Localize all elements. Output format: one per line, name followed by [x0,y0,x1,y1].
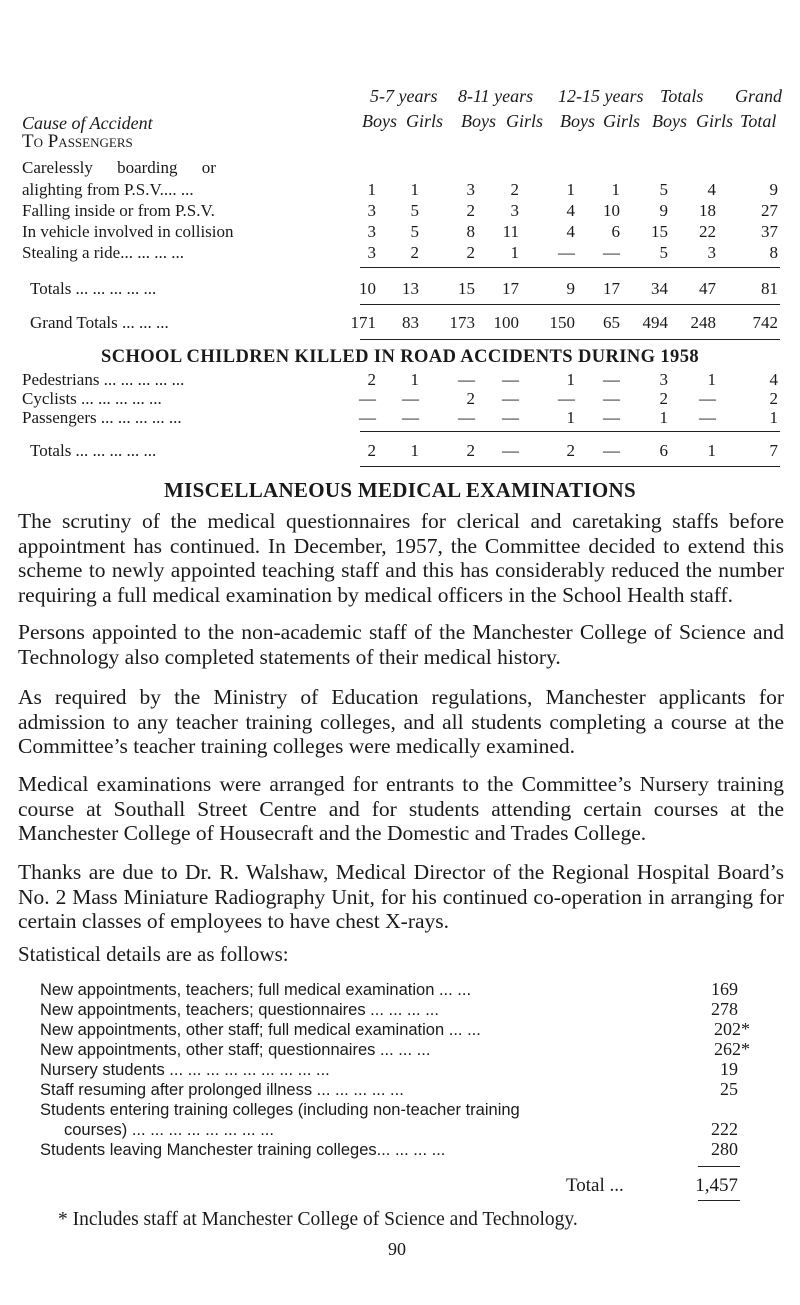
table1-cell-r2-c5: 6 [611,222,620,241]
table1-cell-r4-c4: 9 [566,279,575,298]
header-age-8-11: 8-11 years [458,86,534,106]
table2-cell-r0-c4: 1 [566,370,575,389]
table2-cell-r0-c3: — [502,370,519,389]
table1-cell-r0-c1: 1 [410,180,419,199]
table1-cell-r4-c1: 13 [402,279,419,298]
table2-cell-r1-c7: — [699,389,716,408]
header-cause: Cause of Accident [22,113,153,133]
table2-cell-r2-c0: — [359,408,376,427]
table2-cell-r1-c2: 2 [466,389,475,408]
row-label-passengers: Passengers ... ... ... ... ... [22,408,182,427]
table2-cell-r0-c1: 1 [410,370,419,389]
table2-rule-2 [360,466,780,467]
table2-totals-label: Totals ... ... ... ... ... [30,441,157,460]
table1-cell-r2-c8: 37 [761,222,778,241]
stat-value-nursery: 19 [720,1059,738,1079]
row-label-pedestrians: Pedestrians ... ... ... ... ... [22,370,185,389]
table1-cell-r1-c1: 5 [410,201,419,220]
table2-cell-r3-c6: 6 [659,441,668,460]
table2-cell-r2-c2: — [458,408,475,427]
table1-rule-1 [360,267,780,268]
table1-rule-2 [360,304,780,305]
table2-cell-r0-c5: — [603,370,620,389]
table1-cell-r1-c2: 2 [466,201,475,220]
table2-cell-r1-c6: 2 [659,389,668,408]
table2-cell-r3-c4: 2 [566,441,575,460]
header-total: Total [740,111,777,131]
table2-cell-r3-c0: 2 [367,441,376,460]
table1-cell-r0-c8: 9 [769,180,778,199]
paragraph-1: The scrutiny of the medical questionnaires for clerical and caretaking staffs before appointment has continued. In December, 1957, the Committee decided to extend this scheme to newly appointed teaching staff and this has considerably reduced the number requiring a full medical examination by medical officers in the School Health staff. [18,509,784,607]
stat-label-entering-1: Students entering training colleges (including non-teacher training [40,1101,520,1119]
table1-cell-r4-c5: 17 [603,279,620,298]
table1-cell-r4-c0: 10 [359,279,376,298]
stat-label-nursery: Nursery students ... ... ... ... ... ... ... ... ... [40,1061,330,1079]
row-label-collision: In vehicle involved in collision [22,222,234,241]
table1-cell-r4-c2: 15 [458,279,475,298]
table1-cell-r2-c0: 3 [367,222,376,241]
table1-cell-r3-c2: 2 [466,243,475,262]
row-label-boarding-2: alighting from P.S.V.... ... [22,180,194,199]
table2-cell-r3-c5: — [603,441,620,460]
table1-cell-r5-c4: 150 [549,313,575,332]
paragraph-2: Persons appointed to the non-academic staff of the Manchester College of Science and Technology also completed statements of their medical history. [18,620,784,669]
table2-cell-r2-c4: 1 [566,408,575,427]
table1-cell-r5-c2: 173 [449,313,475,332]
table2-cell-r3-c8: 7 [769,441,778,460]
table1-cell-r5-c6: 494 [642,313,668,332]
table1-cell-r3-c0: 3 [367,243,376,262]
table1-cell-r4-c3: 17 [502,279,519,298]
stat-label-other-q: New appointments, other staff; questionnaires ... ... ... [40,1041,431,1059]
table2-cell-r2-c5: — [603,408,620,427]
table2-cell-r2-c3: — [502,408,519,427]
table1-cell-r5-c1: 83 [402,313,419,332]
header-age-5-7: 5-7 years [370,86,438,106]
table1-cell-r2-c1: 5 [410,222,419,241]
row-label-cyclists: Cyclists ... ... ... ... ... [22,389,162,408]
stat-value-resuming: 25 [720,1079,738,1099]
header-girls-1: Girls [406,111,444,131]
header-boys-4: Boys [652,111,687,131]
footnote: * Includes staff at Manchester College of Science and Technology. [58,1209,578,1230]
stat-value-other-q: 262* [714,1039,750,1059]
table2-cell-r1-c4: — [558,389,575,408]
table1-cell-r5-c0: 171 [350,313,376,332]
table2-cell-r0-c2: — [458,370,475,389]
header-grand: Grand [735,86,783,106]
table1-cell-r4-c8: 81 [761,279,778,298]
stats-rule-2 [698,1200,740,1201]
table2-cell-r2-c6: 1 [659,408,668,427]
table1-cell-r5-c8: 742 [752,313,778,332]
stat-value-other-full: 202* [714,1019,750,1039]
header-totals: Totals [660,86,704,106]
header-girls-3: Girls [603,111,641,131]
table1-cell-r2-c2: 8 [466,222,475,241]
paragraph-3: As required by the Ministry of Education regulations, Manchester applicants for admission to any teacher training colleges, and all students completing a course at the Committee’s teacher training colleges were medically examined. [18,685,784,759]
grand-totals-label: Grand Totals ... ... ... [30,313,169,332]
stat-label-teachers-full: New appointments, teachers; full medical examination ... ... [40,981,472,999]
page-number: 90 [388,1239,406,1259]
stat-label-entering-2: courses) ... ... ... ... ... ... ... ... [64,1121,274,1139]
stat-value-teachers-q: 278 [711,999,738,1019]
row-label-stealing: Stealing a ride... ... ... ... [22,243,184,262]
table2-cell-r1-c8: 2 [769,389,778,408]
stats-intro: Statistical details are as follows: [18,942,289,966]
table1-cell-r2-c6: 15 [651,222,668,241]
header-girls-4: Girls [696,111,734,131]
table1-cell-r3-c6: 5 [659,243,668,262]
table2-cell-r3-c1: 1 [410,441,419,460]
section-label-passengers: To Passengers [22,131,133,152]
table1-cell-r1-c6: 9 [659,201,668,220]
header-boys-2: Boys [461,111,496,131]
table1-cell-r5-c7: 248 [690,313,716,332]
table1-cell-r0-c6: 5 [659,180,668,199]
total-label: Total ... [566,1175,624,1196]
table2-title: SCHOOL CHILDREN KILLED IN ROAD ACCIDENTS DURING 1958 [101,347,699,367]
table1-cell-r3-c8: 8 [769,243,778,262]
table1-cell-r3-c3: 1 [510,243,519,262]
header-girls-2: Girls [506,111,544,131]
table2-cell-r0-c8: 4 [769,370,778,389]
table2-cell-r1-c1: — [402,389,419,408]
table1-cell-r0-c3: 2 [510,180,519,199]
stats-rule-1 [698,1166,740,1167]
stat-value-teachers-full: 169 [711,979,738,999]
table1-cell-r4-c6: 34 [651,279,668,298]
table1-cell-r5-c3: 100 [493,313,519,332]
table1-cell-r1-c5: 10 [603,201,620,220]
misc-heading: MISCELLANEOUS MEDICAL EXAMINATIONS [164,478,636,502]
table2-cell-r3-c3: — [502,441,519,460]
table2-cell-r2-c8: 1 [769,408,778,427]
table1-cell-r4-c7: 47 [699,279,716,298]
table1-cell-r3-c5: — [603,243,620,262]
table2-cell-r0-c6: 3 [659,370,668,389]
totals-label: Totals ... ... ... ... ... [30,279,157,298]
total-value: 1,457 [695,1175,738,1196]
table1-cell-r3-c7: 3 [707,243,716,262]
table2-cell-r2-c1: — [402,408,419,427]
table1-rule-3 [360,339,780,340]
table2-cell-r2-c7: — [699,408,716,427]
table1-cell-r3-c1: 2 [410,243,419,262]
stat-label-resuming: Staff resuming after prolonged illness ... ... ... ... ... [40,1081,404,1099]
row-label-falling: Falling inside or from P.S.V. [22,201,215,220]
table2-cell-r1-c0: — [359,389,376,408]
stat-label-other-full: New appointments, other staff; full medical examination ... ... [40,1021,481,1039]
table2-cell-r0-c0: 2 [367,370,376,389]
table2-cell-r3-c7: 1 [707,441,716,460]
paragraph-5: Thanks are due to Dr. R. Walshaw, Medical Director of the Regional Hospital Board’s No. 2 Mass Miniature Radiography Unit, for his continued co-operation in arranging for certain classes of employees to have chest X-rays. [18,860,784,934]
row-label-boarding-1: Carelessly boarding or [22,158,216,177]
table1-cell-r0-c0: 1 [367,180,376,199]
table1-cell-r2-c7: 22 [699,222,716,241]
paragraph-4: Medical examinations were arranged for entrants to the Committee’s Nursery training course at Southall Street Centre and for students attending certain courses at the Manchester College of Housecraft and the Domestic and Trades College. [18,772,784,846]
table2-cell-r1-c5: — [603,389,620,408]
table1-cell-r0-c2: 3 [466,180,475,199]
stat-label-teachers-q: New appointments, teachers; questionnaires ... ... ... ... [40,1001,439,1019]
table1-cell-r2-c4: 4 [566,222,575,241]
table1-cell-r0-c5: 1 [611,180,620,199]
table1-cell-r1-c8: 27 [761,201,778,220]
stat-label-leaving: Students leaving Manchester training colleges... ... ... ... [40,1141,446,1159]
table1-cell-r0-c4: 1 [566,180,575,199]
table2-cell-r3-c2: 2 [466,441,475,460]
header-boys-3: Boys [560,111,595,131]
table2-rule-1 [360,431,780,432]
table2-cell-r1-c3: — [502,389,519,408]
table2-cell-r0-c7: 1 [707,370,716,389]
header-boys-1: Boys [362,111,397,131]
header-age-12-15: 12-15 years [558,86,644,106]
stat-value-entering: 222 [711,1119,738,1139]
table1-cell-r3-c4: — [558,243,575,262]
stat-value-leaving: 280 [711,1139,738,1159]
table1-cell-r2-c3: 11 [502,222,519,241]
table1-cell-r1-c3: 3 [510,201,519,220]
table1-cell-r0-c7: 4 [707,180,716,199]
table1-cell-r5-c5: 65 [603,313,620,332]
table1-cell-r1-c0: 3 [367,201,376,220]
table1-cell-r1-c7: 18 [699,201,716,220]
table1-cell-r1-c4: 4 [566,201,575,220]
